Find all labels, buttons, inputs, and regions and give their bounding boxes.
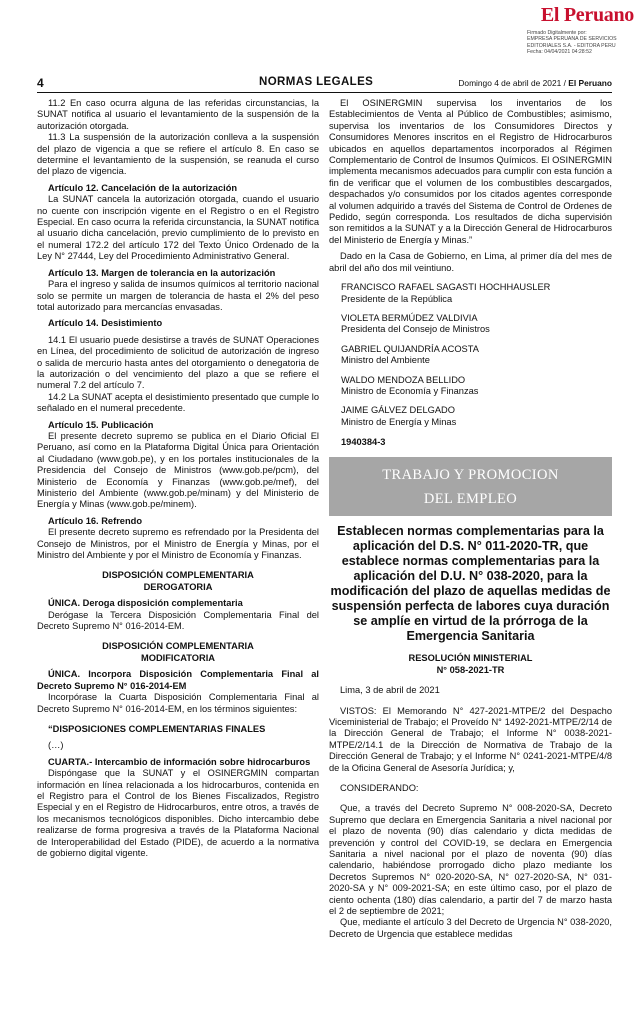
paragraph: Que, mediante el artículo 3 del Decreto de Urgencia N° 038-2020, Decreto de Urgencia que establece medidas [329, 917, 612, 939]
headline: Establecen normas complementarias para la aplicación del D.S. N° 011-2020-TR, que establece normas complementarias para la aplicación del D.U. N° 038-2020, para la modificación del plazo de aquellas medidas de suspensión perfecta de labores cuya duración se amplíe en virtud de la prórroga de la Emergencia Sanitaria [330, 523, 611, 644]
article-heading: Artículo 16. Refrendo [48, 515, 143, 526]
paragraph: Dispóngase que la SUNAT y el OSINERGMIN compartan información en línea relacionada a los hidrocarburos, contenida en el Registro para el Control de los Bienes Fiscalizados, Registro Especial y en el Registro de Hidrocarburos, entre otros, a través de los mecanismos tecnológicos disponibles. Dicho intercambio debe realizarse de forma progresiva a través de la Plataforma Nacional de Interoperabilidad del Estado (PIDE), de acuerdo a la normativa de gobierno digital vigente. [37, 768, 319, 858]
section-banner [329, 457, 612, 516]
paragraph: 11.3 La suspensión de la autorización conlleva a la suspensión del plazo de vigencia a que se refiere el artículo 8. En caso se determine el levantamiento de la suspensión, se reanuda el curso del plazo de vigencia. [37, 132, 319, 177]
signer-role: Ministro del Ambiente [341, 355, 430, 366]
signer-role: Ministro de Energía y Minas [341, 416, 457, 427]
signer [329, 313, 612, 336]
signer-role: Ministro de Economía y Finanzas [341, 385, 479, 396]
document-code: 1940384-3 [341, 437, 386, 448]
signature-line: EDITORIALES S.A. - EDITORA PERU [527, 42, 616, 49]
paragraph: Derógase la Tercera Disposición Complementaria Final del Decreto Supremo N° 016-2014-EM. [37, 609, 319, 632]
signer [329, 405, 612, 428]
signer-role: Presidente de la República [341, 293, 453, 304]
signer [329, 375, 612, 398]
ellipsis: (…) [48, 740, 64, 751]
place-date: Lima, 3 de abril de 2021 [340, 685, 440, 696]
article-heading: CUARTA.- Intercambio de información sobre hidrocarburos [48, 756, 311, 767]
header-date [458, 78, 612, 88]
paragraph: El presente decreto supremo se publica en el Diario Oficial El Peruano, así como en la Plataforma Digital Única para Orientación al Ciudadano (www.gob.pe), y en los portales institucionales de la Presidencia del Consejo de Ministros (www.gob.pe/pcm), del Ministerio de Economía y Finanzas (www.gob.pe/mef), del Ministerio del Ambiente (www.gob.pe/minam) y del Ministerio de Energía y Minas (www.gob.pe/minem). [37, 430, 319, 510]
disposition-heading: DISPOSICIÓN COMPLEMENTARIA DEROGATORIA [102, 570, 254, 592]
paper-name: El Peruano [568, 78, 612, 88]
signer-name: GABRIEL QUIJANDRÍA ACOSTA [341, 343, 479, 354]
article-heading: ÚNICA. Incorpora Disposición Complementaria Final al Decreto Supremo N° 016-2014-EM [37, 669, 319, 691]
paragraph: VISTOS: El Memorando N° 427-2021-MTPE/2 del Despacho Viceministerial de Trabajo; el Proveído N° 1492-2021-MTPE/2/14 de la Dirección General de Trabajo; el Informe N° 0038-2021-MTPE/2/14.1 de la Dirección de Normativa de Trabajo de la Dirección General de Trabajo; y el Informe N° 0241-2021-MTPE/4/8 de la Oficina General de Asesoría Jurídica; y, [329, 705, 612, 773]
signer-role: Presidenta del Consejo de Ministros [341, 324, 490, 335]
signature-line: EMPRESA PERUANA DE SERVICIOS [527, 36, 617, 43]
banner-line: DEL EMPLEO [423, 490, 518, 507]
page-number: 4 [37, 76, 44, 90]
paragraph: La SUNAT cancela la autorización otorgada, cuando el usuario no cuente con inscripción vigente en el Registro o en el Registro Especial. En caso ocurra la referida circunstancia, la SUNAT notifica al usuario dicha cancelación, previo cumplimiento de lo previsto en el numeral 172.2 del artículo 172 del Texto Único Ordenado de la Ley N° 27444, Ley del Procedimiento Administrativo General. [37, 194, 319, 262]
signer-name: WALDO MENDOZA BELLIDO [341, 374, 466, 385]
signer [329, 282, 612, 305]
article-heading: Artículo 12. Cancelación de la autorización [48, 182, 238, 193]
disposition-heading: DISPOSICIÓN COMPLEMENTARIA MODIFICATORIA [102, 641, 254, 663]
brand-block [484, 4, 634, 26]
article-heading: Artículo 14. Desistimiento [48, 318, 163, 329]
left-column [37, 98, 319, 859]
paragraph: 14.1 El usuario puede desistirse a través de SUNAT Operaciones en Línea, del procedimiento de solicitud de autorización de ingreso o salida de mercurio hasta antes del otorgamiento o denegatoria de la autorización o del vencimiento del plazo a que se refiere el numeral 7.2 del artículo 7. [37, 334, 319, 391]
signers [329, 282, 612, 428]
paragraph: Que, a través del Decreto Supremo N° 008-2020-SA, Decreto Supremo que declara en Emergencia Sanitaria a nivel nacional por el plazo de noventa (90) días calendario y dicta medidas de prevención y control del COVID-19, se declara en Emergencia Sanitaria a nivel nacional por el plazo de noventa (90) días calendario, habiéndose prorrogado dicho plazo mediante los Decretos Supremos N° 020-2020-SA, N° 027-2020-SA, N° 031-2020-SA y N° 009-2021-SA; en este último caso, por el plazo de ciento ochenta (180) días calendario, a partir del 7 de marzo hasta el 2 de septiembre de 2021; [329, 803, 612, 917]
signer [329, 344, 612, 367]
resolution-title: RESOLUCIÓN MINISTERIAL N° 058-2021-TR [408, 653, 533, 675]
banner-line: TRABAJO Y PROMOCION [382, 466, 559, 483]
signer-name: VIOLETA BERMÚDEZ VALDIVIA [341, 312, 478, 323]
paragraph: 14.2 La SUNAT acepta el desistimiento presentado que cumple lo señalado en el numeral precedente. [37, 391, 319, 414]
article-heading: ÚNICA. Deroga disposición complementaria [48, 598, 243, 609]
signer-name: JAIME GÁLVEZ DELGADO [341, 405, 456, 416]
paragraph: 11.2 En caso ocurra alguna de las referidas circunstancias, la SUNAT notifica al usuario el levantamiento de la suspensión de la autorización otorgada. [37, 98, 319, 131]
paragraph: Para el ingreso y salida de insumos químicos al territorio nacional solo se permite un margen de tolerancia de hasta el 2% del peso total autorizado para mercancías envasadas. [37, 279, 319, 312]
paragraph: Dado en la Casa de Gobierno, en Lima, al primer día del mes de abril del año dos mil veintiuno. [329, 251, 612, 273]
quote-heading: “DISPOSICIONES COMPLEMENTARIAS FINALES [48, 723, 266, 734]
right-column [329, 98, 612, 940]
article-heading: Artículo 15. Publicación [48, 419, 154, 430]
considerando-heading: CONSIDERANDO: [340, 782, 419, 793]
el-peruano-logo: El Peruano [540, 4, 634, 26]
paragraph: El presente decreto supremo es refrendado por la Presidenta del Consejo de Ministros, por el Ministro de Energía y Minas, por el Ministro del Ambiente y por el Ministro de Economía y Finanzas. [37, 527, 319, 561]
signature-line: Firmado Digitalmente por: [527, 30, 587, 36]
signature-line: Fecha: 04/04/2021 04:28:52 [527, 49, 592, 56]
section-title: NORMAS LEGALES [259, 76, 374, 88]
paragraph: El OSINERGMIN supervisa los inventarios de los Establecimientos de Venta al Público de Combustibles; asimismo, supervisa los inventarios de los Consumidores Directos y Consumidores Menores inscritos en el Registro de Hidrocarburos ubicados en aquellos departamentos incorporados al Régimen Complementario de Control de Insumos Químicos. El OSINERGMIN implementa mecanismos adecuados para cumplir con esta función a fin de verificar que el volumen de los combustibles descargados, despachados y/o consumidos por los citados agentes corresponde al volumen adquirido a través del Sistema de Control de Ordenes de Pedido, según corresponda. Los resultados de dicha supervisión son remitidos a la SUNAT y a la Dirección General de Hidrocarburos del Ministerio de Energía y Minas.” [329, 98, 612, 245]
paragraph: Incorpórase la Cuarta Disposición Complementaria Final al Decreto Supremo N° 016-2014-EM, en los términos siguientes: [37, 692, 319, 714]
article-heading: Artículo 13. Margen de tolerancia en la autorización [48, 267, 276, 278]
digital-signature [527, 30, 639, 56]
page-header [37, 76, 612, 93]
date-text: Domingo 4 de abril de 2021 / [458, 78, 566, 88]
signer-name: FRANCISCO RAFAEL SAGASTI HOCHHAUSLER [341, 282, 551, 293]
